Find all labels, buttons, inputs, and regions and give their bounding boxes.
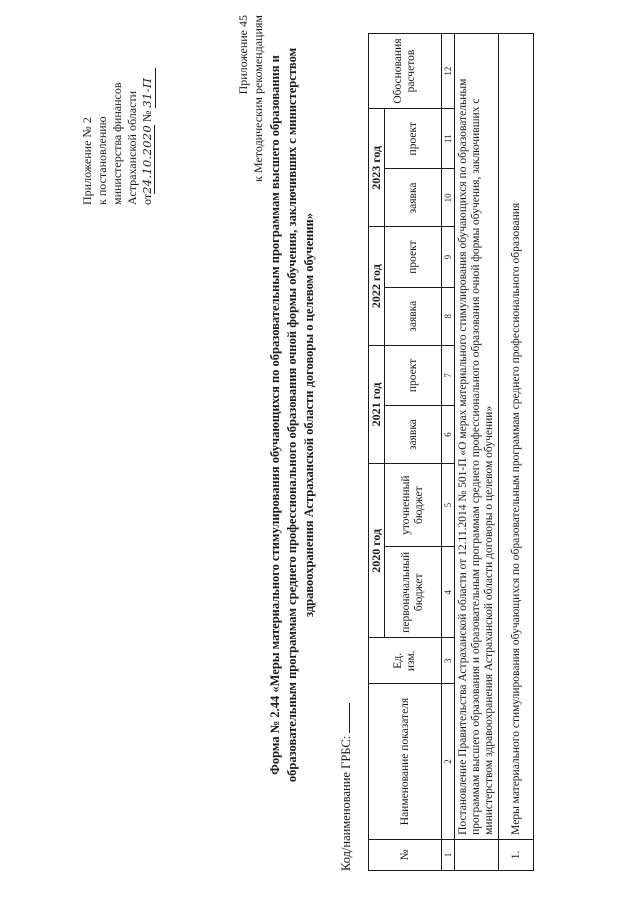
appendix-45-number: Приложение 45: [236, 15, 250, 95]
col-header-2023: 2023 год: [369, 109, 385, 227]
col-number: 1: [442, 839, 455, 870]
col-header-num: №: [369, 839, 442, 870]
date-number-line: [140, 25, 156, 205]
col-header-draft-2021: проект: [385, 345, 442, 405]
col-number: 12: [442, 34, 455, 109]
grbs-blank-field: [338, 703, 350, 733]
column-number-row: [442, 34, 455, 871]
col-number: 11: [442, 109, 455, 169]
col-header-request-2023: заявка: [385, 169, 442, 227]
col-header-2020: 2020 год: [369, 464, 385, 638]
region-line: Астраханской области: [125, 90, 139, 205]
row-indicator-name: Меры материального стимулирования обучающихся по образовательным программам среднего профессионального образования: [499, 34, 534, 840]
grbs-label: Код/наименование ГРБС:: [339, 735, 353, 871]
col-number: 7: [442, 345, 455, 405]
col-header-request-2021: заявка: [385, 406, 442, 464]
col-header-2022: 2022 год: [369, 227, 385, 345]
col-header-justification: Обоснования расчетов: [369, 34, 442, 109]
grbs-line: [338, 703, 354, 871]
col-header-unit: Ед. изм.: [369, 638, 442, 684]
handwritten-number: 31-П: [140, 68, 156, 108]
col-number: 3: [442, 638, 455, 684]
col-header-request-2022: заявка: [385, 287, 442, 345]
resolution-line: к постановлению: [95, 116, 109, 205]
col-header-revised-budget: уточненный бюджет: [385, 464, 442, 547]
table-row: [499, 34, 534, 871]
appendix-45-block: [236, 15, 266, 215]
appendix-45-reference: к Методическим рекомендациям: [251, 15, 265, 182]
description-index-cell: [455, 839, 499, 870]
col-header-2021: 2021 год: [369, 345, 385, 463]
col-header-draft-2022: проект: [385, 227, 442, 287]
col-number: 8: [442, 287, 455, 345]
col-number: 6: [442, 406, 455, 464]
col-number: 2: [442, 684, 455, 840]
date-prefix: от: [140, 193, 154, 205]
col-header-indicator: Наименование показателя: [369, 684, 442, 840]
col-number: 10: [442, 169, 455, 227]
number-prefix: №: [140, 110, 154, 123]
appendix-number: Приложение № 2: [80, 117, 94, 205]
approval-header: [80, 25, 156, 205]
table-header-row-1: [369, 34, 385, 871]
ministry-line: министерства финансов: [110, 82, 124, 205]
col-header-draft-2023: проект: [385, 109, 442, 169]
col-number: 5: [442, 464, 455, 547]
col-number: 4: [442, 547, 455, 638]
handwritten-date: 24.10.2020: [140, 125, 154, 194]
form-title: Форма № 2.44 «Меры материального стимулирования обучающихся по образовательным программам высшего образования и образовательным программам среднего профессионального образования очной формы обучения, заключивших с министерством здравоохранения Астраханской области договоры о целевом обучении»: [268, 47, 316, 783]
description-row: [455, 34, 499, 871]
col-header-initial-budget: первоначальный бюджет: [385, 547, 442, 638]
col-number: 9: [442, 227, 455, 287]
resolution-description: Постановление Правительства Астраханской области от 12.11.2014 № 501-П «О мерах материального стимулирования обучающихся по образовательным программам высшего образования и образовательным программам среднего профессионального образования очной формы обучения, заключивших с министерством здравоохранения Астраханской области договоры о целевом обучении»: [455, 34, 499, 840]
measures-table: [368, 33, 534, 871]
row-number: 1.: [499, 839, 534, 870]
